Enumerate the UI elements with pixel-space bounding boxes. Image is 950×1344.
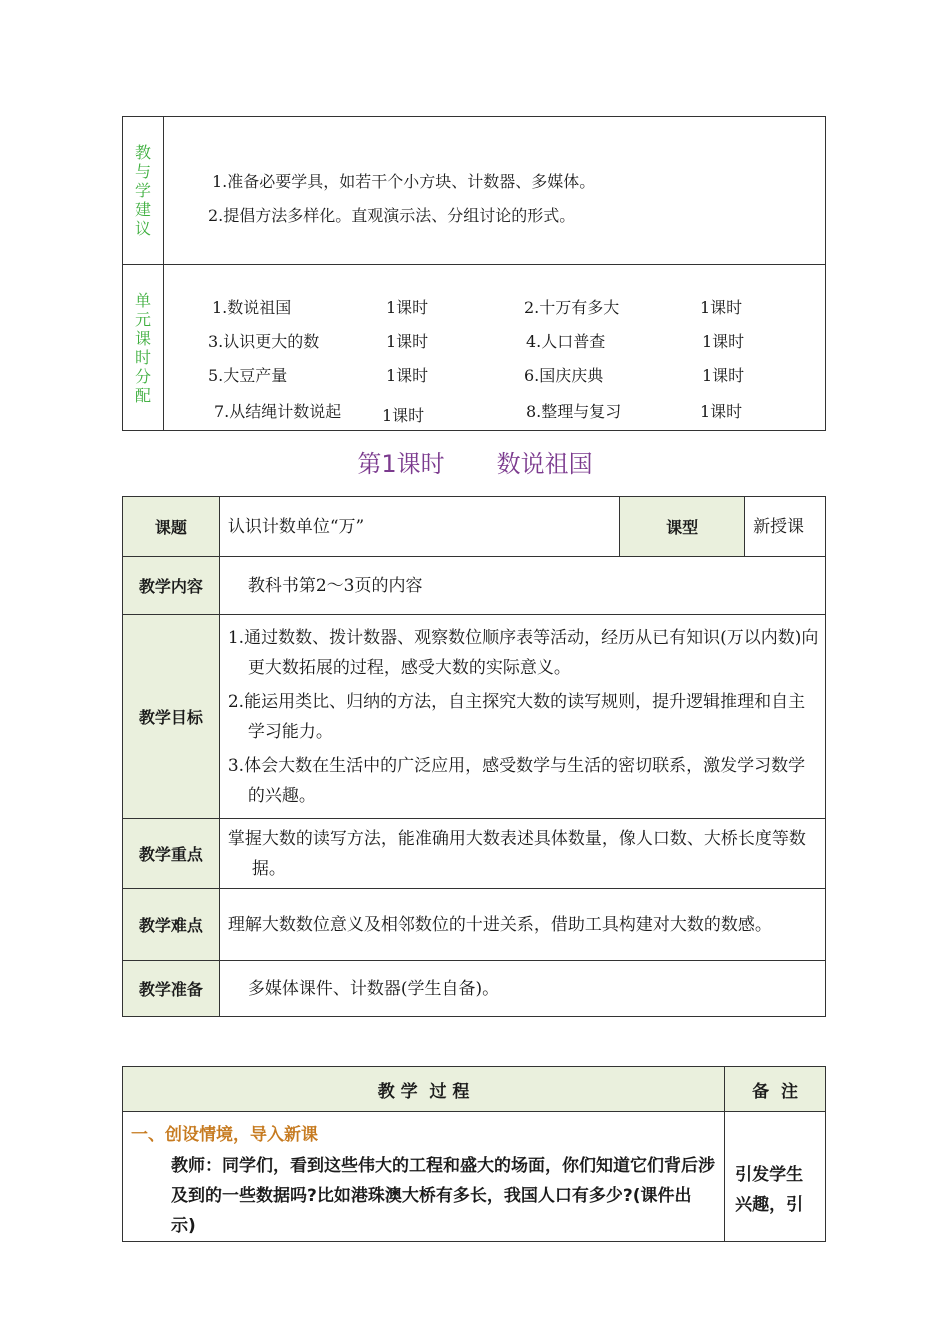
goals-label: 教学目标	[123, 615, 220, 819]
schedule-item-hours: 1课时	[386, 298, 429, 317]
note-header: 备 注	[725, 1067, 826, 1112]
difficult-value: 理解大数数位意义及相邻数位的十进关系，借助工具构建对大数的数感。	[219, 889, 825, 961]
section-title: 一、创设情境，导入新课	[131, 1125, 318, 1145]
lesson-heading	[0, 444, 950, 479]
prep-label: 教学准备	[123, 961, 220, 1017]
schedule-label: 单元课时分配	[123, 265, 164, 431]
goal-item: 2.能运用类比、归纳的方法，自主探究大数的读写规则，提升逻辑推理和自主学习能力。	[227, 691, 806, 742]
process-header: 教 学 过 程	[123, 1067, 725, 1112]
type-label: 课型	[620, 497, 745, 557]
process-content	[123, 1112, 725, 1242]
process-paragraph: 教师：同学们，看到这些伟大的工程和盛大的场面，你们知道它们背后涉及到的一些数据吗?比如港珠澳大桥有多长，我国人口有多少?(课件出示)	[171, 1156, 715, 1236]
schedule-item-name: 6.国庆庆典	[524, 366, 604, 385]
schedule-item-hours: 1课时	[702, 366, 745, 385]
schedule-item-name: 8.整理与复习	[526, 402, 622, 421]
difficult-label: 教学难点	[123, 889, 220, 961]
advice-cell	[164, 117, 826, 265]
schedule-item-hours: 1课时	[700, 402, 743, 421]
advice-item: 1.准备必要学具，如若干个小方块、计数器、多媒体。	[212, 172, 596, 191]
advice-label: 教与学建议	[123, 117, 164, 265]
advice-item: 2.提倡方法多样化。直观演示法、分组讨论的形式。	[208, 206, 576, 225]
schedule-item-name: 5.大豆产量	[208, 366, 288, 385]
lesson-plan-table	[122, 496, 826, 1017]
content-value: 教科书第2～3页的内容	[219, 557, 825, 615]
schedule-item-name: 2.十万有多大	[524, 298, 620, 317]
schedule-item-name: 7.从结绳计数说起	[214, 402, 342, 421]
goals-value	[219, 615, 825, 819]
key-label: 教学重点	[123, 819, 220, 889]
type-value: 新授课	[745, 497, 826, 557]
lesson-number: 第1课时	[357, 450, 445, 478]
schedule-cell	[164, 265, 826, 431]
note-content: 引发学生兴趣，引	[725, 1112, 826, 1242]
schedule-item-hours: 1课时	[702, 332, 745, 351]
schedule-item-name: 3.认识更大的数	[208, 332, 320, 351]
schedule-item-name: 1.数说祖国	[212, 298, 292, 317]
schedule-item-hours: 1课时	[386, 366, 429, 385]
content-label: 教学内容	[123, 557, 220, 615]
goal-item: 1.通过数数、拨计数器、观察数位顺序表等活动，经历从已有知识(万以内数)向更大数拓展的过程，感受大数的实际意义。	[227, 627, 819, 678]
topic-value: 认识计数单位“万”	[219, 497, 619, 557]
goal-item: 3.体会大数在生活中的广泛应用，感受数学与生活的密切联系，激发学习数学的兴趣。	[227, 755, 806, 806]
prep-value: 多媒体课件、计数器(学生自备)。	[219, 961, 825, 1017]
lesson-title: 数说祖国	[496, 450, 593, 478]
teaching-process-table	[122, 1066, 826, 1242]
unit-info-table	[122, 116, 826, 431]
schedule-item-hours: 1课时	[700, 298, 743, 317]
topic-label: 课题	[123, 497, 220, 557]
key-value: 掌握大数的读写方法，能准确用大数表述具体数量，像人口数、大桥长度等数据。	[219, 819, 825, 889]
schedule-item-hours: 1课时	[386, 332, 429, 351]
schedule-item-hours: 1课时	[382, 406, 425, 425]
schedule-item-name: 4.人口普查	[526, 332, 606, 351]
